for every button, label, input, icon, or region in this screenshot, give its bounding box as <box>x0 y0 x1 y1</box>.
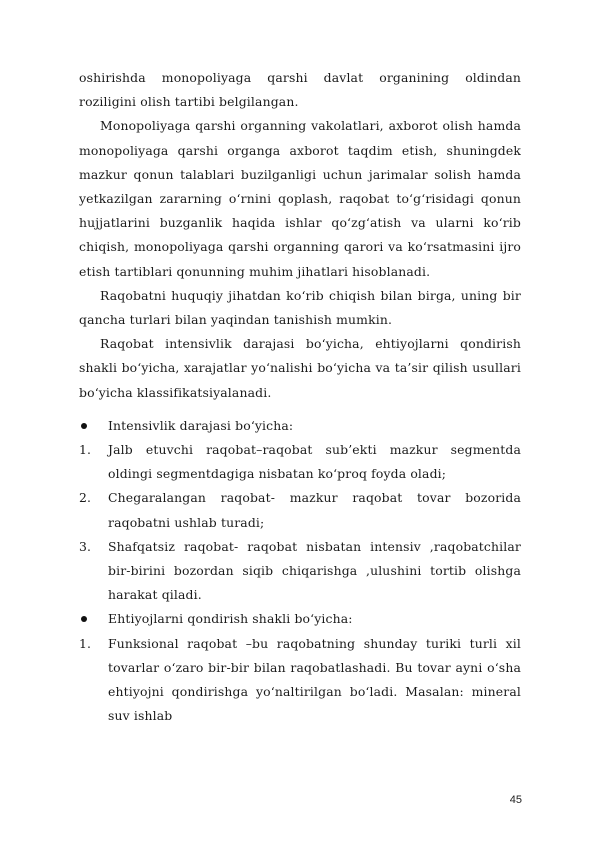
page-number: 45 <box>509 794 522 806</box>
list-item <box>79 438 521 486</box>
list-item <box>79 632 521 729</box>
list-text: Chegaralangan raqobat- mazkur raqobat tovar bozorida raqobatni ushlab turadi; <box>108 490 521 530</box>
bullet-icon <box>81 616 87 622</box>
list-number: 1. <box>79 442 92 458</box>
list-text: Shafqatsiz raqobat- raqobat nisbatan intensiv ,raqobatchilar bir-birini bozordan siqib chiqarishga ,ulushini tortib olishga harakat qiladi. <box>108 538 521 603</box>
paragraph-continued: oshirishda monopoliyaga qarshi davlat organining oldindan roziligini olish tartibi belgilangan. <box>79 70 521 110</box>
spacer <box>79 405 521 414</box>
numbered-list <box>79 438 521 607</box>
list-text: Funksional raqobat –bu raqobatning shunday turiki turli xil tovarlar o‘zaro bir-bir bilan raqobatlashadi. Bu tovar ayni o‘sha ehtiyojni qondirishga yo‘naltirilgan bo‘ladi. Masalan: mineral suv ishlab <box>108 635 521 724</box>
list-item <box>79 535 521 608</box>
paragraph: Monopoliyaga qarshi organning vakolatlari, axborot olish hamda monopoliyaga qarshi organga axborot taqdim etish, shuningdek mazkur qonun talablari buzilganligi uchun jarimalar solish hamda yetkazilgan zararning o‘rnini qoplash, raqobat to‘g‘risidagi qonun hujjatlarini buzganlik haqida ishlar qo‘zg‘atish va ularni ko‘rib chiqish, monopoliyaga qarshi organning qarori va ko‘rsatmasini ijro etish tartiblari qonunning muhim jihatlari hisoblanadi. <box>79 118 521 279</box>
list-number: 2. <box>79 490 92 506</box>
paragraph: Raqobat intensivlik darajasi bo‘yicha, ehtiyojlarni qondirish shakli bo‘yicha, xarajatlar yo‘nalishi bo‘yicha va ta’sir qilish usullari bo‘yicha klassifikatsiyalanadi. <box>79 336 521 400</box>
bullet-icon <box>81 423 87 429</box>
list-text: Jalb etuvchi raqobat–raqobat sub’ekti mazkur segmentda oldingi segmentdagiga nisbatan ko‘proq foyda oladi; <box>108 442 521 482</box>
bullet-list <box>79 607 521 631</box>
page-body <box>79 66 521 728</box>
list-item <box>79 486 521 534</box>
bullet-item <box>79 414 521 438</box>
list-number: 3. <box>79 538 92 554</box>
bullet-text: Intensivlik darajasi bo‘yicha: <box>108 417 294 433</box>
list-number: 1. <box>79 635 92 651</box>
bullet-text: Ehtiyojlarni qondirish shakli bo‘yicha: <box>108 611 353 627</box>
numbered-list <box>79 632 521 729</box>
bullet-list <box>79 414 521 438</box>
bullet-item <box>79 607 521 631</box>
paragraph: Raqobatni huquqiy jihatdan ko‘rib chiqish bilan birga, uning bir qancha turlari bilan yaqindan tanishish mumkin. <box>79 287 521 328</box>
